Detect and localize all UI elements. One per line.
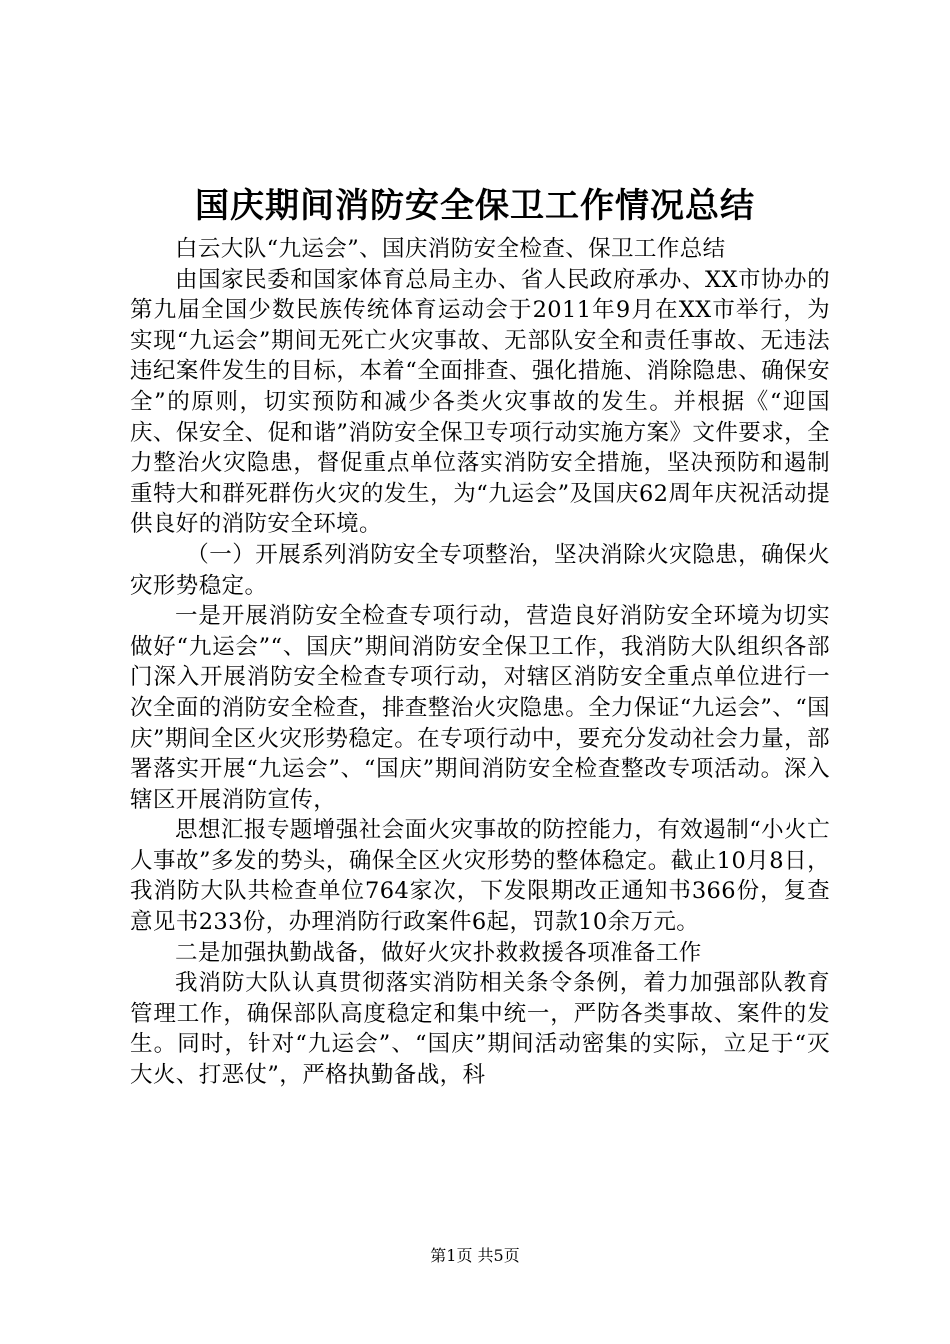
document-body [130,234,830,1091]
paragraph-item-two: 二是加强执勤战备，做好火灾扑救救援各项准备工作 [175,939,702,966]
page-number-footer: 第1页 共5页 [430,1246,520,1265]
paragraph-item-one: 一是开展消防安全检查专项行动，营造良好消防安全环境为切实做好“九运会”“、国庆”期间消防安全保卫工作，我消防大队组织各部门深入开展消防安全检查专项行动，对辖区消防安全重点单位进行一次全面的消防安全检查，排查整治火灾隐患。全力保证“九运会”、“国庆”期间全区火灾形势稳定。在专项行动中，要充分发动社会力量，部署落实开展“九运会”、“国庆”期间消防安全检查整改专项活动。深入辖区开展消防宣传， [130,603,830,813]
paragraph-results: 思想汇报专题增强社会面火灾事故的防控能力，有效遏制“小火亡人事故”多发的势头，确保全区火灾形势的整体稳定。截止10月8日，我消防大队共检查单位764家次，下发限期改正通知书366份，复查意见书233份，办理消防行政案件6起，罚款10余万元。 [130,817,830,936]
paragraph-subtitle: 白云大队“九运会”、国庆消防安全检查、保卫工作总结 [175,236,726,262]
paragraph-duty: 我消防大队认真贯彻落实消防相关条令条例，着力加强部队教育管理工作，确保部队高度稳定和集中统一，严防各类事故、案件的发生。同时，针对“九运会”、“国庆”期间活动密集的实际，立足于“灭大火、打恶仗”，严格执勤备战，科 [130,970,830,1089]
paragraph-section-heading: （一）开展系列消防安全专项整治，坚决消除火灾隐患，确保火灾形势稳定。 [130,541,830,599]
paragraph-intro: 由国家民委和国家体育总局主办、省人民政府承办、XX市协办的第九届全国少数民族传统体育运动会于2011年9月在XX市举行，为实现“九运会”期间无死亡火灾事故、无部队安全和责任事故、无违法违纪案件发生的目标，本着“全面排查、强化措施、消除隐患、确保安全”的原则，切实预防和减少各类火灾事故的发生。并根据《“迎国庆、保安全、促和谐”消防安全保卫专项行动实施方案》文件要求，全力整治火灾隐患，督促重点单位落实消防安全措施，坚决预防和遏制重特大和群死群伤火灾的发生，为“九运会”及国庆62周年庆祝活动提供良好的消防安全环境。 [130,266,830,538]
document-title: 国庆期间消防安全保卫工作情况总结 [195,186,755,226]
